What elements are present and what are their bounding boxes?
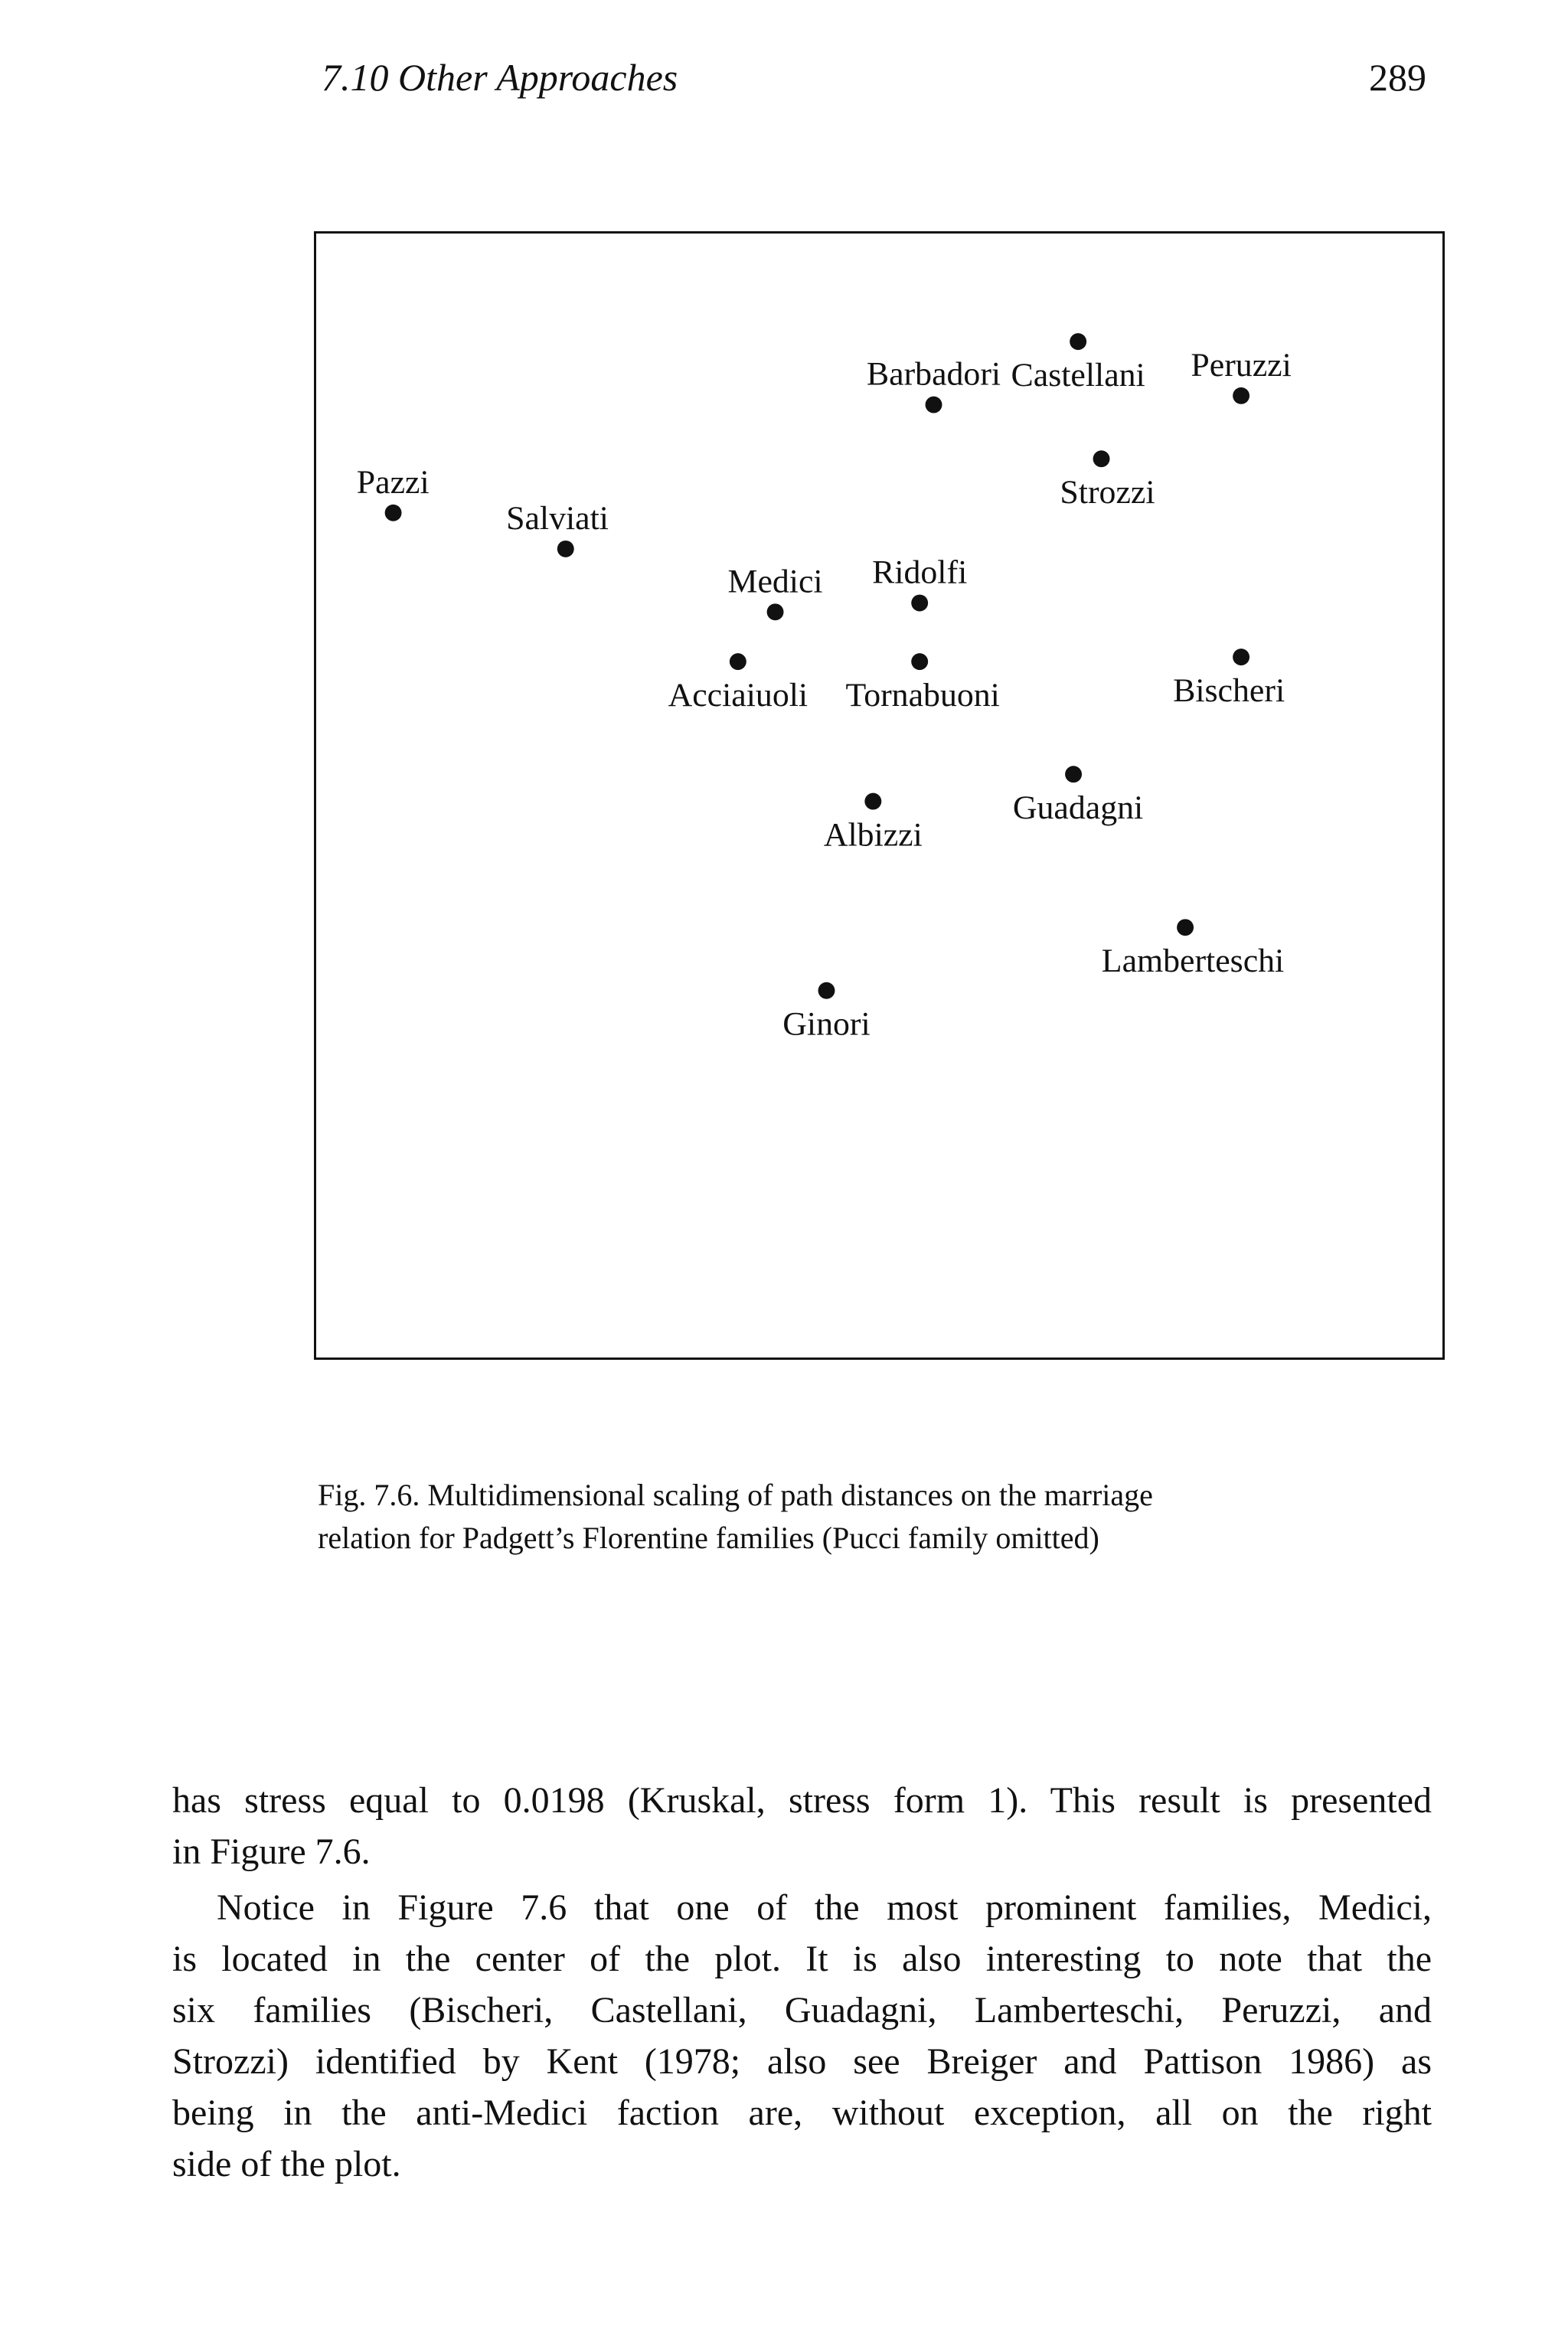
point-pazzi (385, 505, 402, 521)
point-lamberteschi (1177, 919, 1194, 936)
point-strozzi (1093, 450, 1110, 467)
text-line: side of the plot. (172, 2144, 401, 2184)
mds-scatter-plot (316, 234, 1442, 1357)
running-head: 7.10 Other Approaches (322, 56, 678, 99)
label-ridolfi: Ridolfi (872, 554, 968, 591)
label-salviati: Salviati (506, 500, 609, 537)
label-pazzi: Pazzi (356, 463, 430, 501)
point-albizzi (864, 793, 881, 810)
text-line: six families (Bischeri, Castellani, Guadagni, Lamberteschi, Peruzzi, and (172, 1990, 1432, 2031)
point-tornabuoni (911, 653, 928, 670)
text-line: in Figure 7.6. (172, 1831, 371, 1872)
label-peruzzi: Peruzzi (1191, 346, 1292, 384)
label-castellani: Castellani (1011, 356, 1145, 394)
label-albizzi: Albizzi (823, 816, 923, 854)
point-bischeri (1233, 649, 1250, 665)
caption-line: Fig. 7.6. Multidimensional scaling of path distances on the marriage (318, 1478, 1153, 1512)
label-tornabuoni: Tornabuoni (845, 676, 1000, 714)
figure-caption (318, 1474, 1436, 1560)
label-bischeri: Bischeri (1173, 671, 1285, 709)
label-ginori: Ginori (782, 1005, 871, 1043)
text-line: being in the anti-Medici faction are, without exception, all on the right (172, 2093, 1432, 2133)
label-acciaiuoli: Acciaiuoli (668, 676, 808, 714)
point-barbadori (926, 397, 942, 413)
text-line: is located in the center of the plot. It is also interesting to note that the (172, 1939, 1432, 1979)
point-medici (767, 603, 784, 620)
paragraph (172, 1882, 1432, 2190)
label-strozzi: Strozzi (1060, 473, 1155, 511)
text-line: Strozzi) identified by Kent (1978; also see Breiger and Pattison 1986) as (172, 2041, 1432, 2082)
label-lamberteschi: Lamberteschi (1101, 943, 1285, 980)
label-guadagni: Guadagni (1012, 789, 1144, 826)
label-barbadori: Barbadori (866, 355, 1001, 393)
body-text (172, 1775, 1432, 2190)
caption-line: relation for Padgett’s Florentine families (Pucci family omitted) (318, 1521, 1099, 1555)
text-line: Notice in Figure 7.6 that one of the most prominent families, Medici, (217, 1887, 1432, 1928)
paragraph (172, 1775, 1432, 1877)
point-ridolfi (911, 595, 928, 612)
point-ginori (818, 982, 835, 999)
label-medici: Medici (727, 563, 823, 600)
point-salviati (557, 541, 574, 557)
text-line: has stress equal to 0.0198 (Kruskal, stress form 1). This result is presented (172, 1780, 1432, 1821)
figure-frame (314, 231, 1445, 1360)
point-castellani (1070, 333, 1086, 350)
point-guadagni (1065, 766, 1082, 782)
point-peruzzi (1233, 387, 1250, 404)
point-acciaiuoli (730, 653, 746, 670)
page-number: 289 (1369, 56, 1426, 99)
